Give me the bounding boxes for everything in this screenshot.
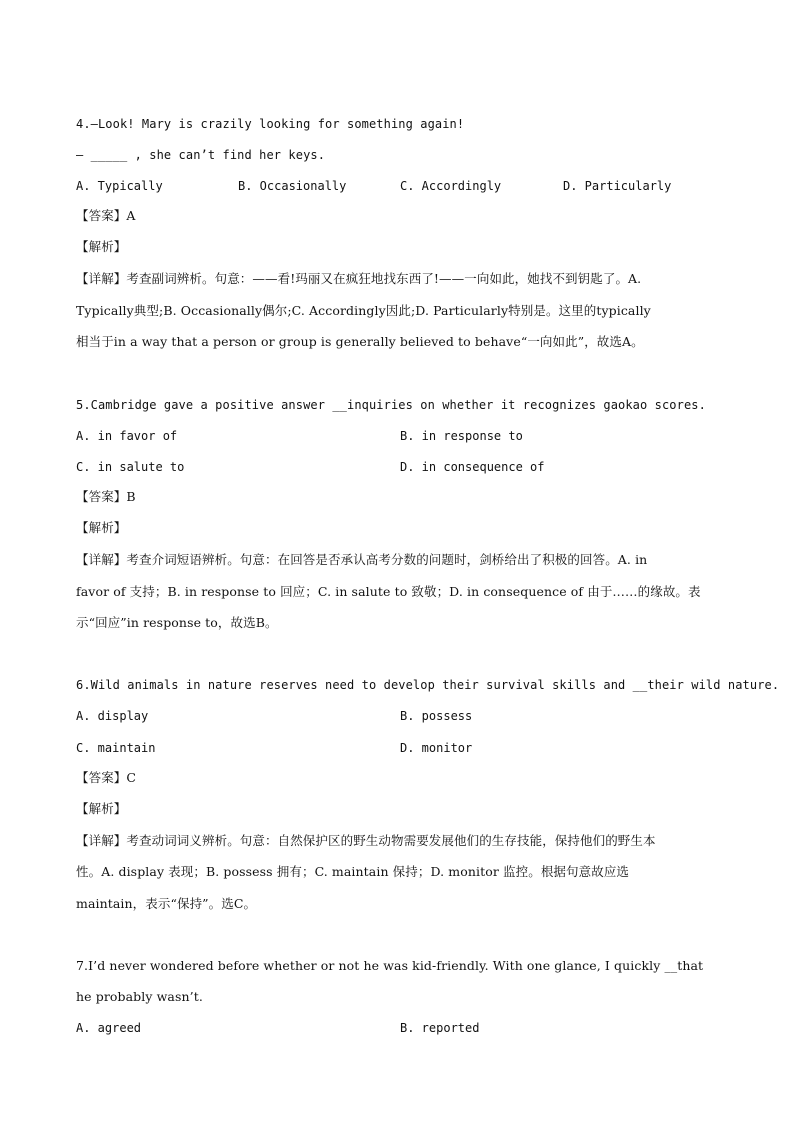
q4-option-b: B. Occasionally [238, 179, 347, 193]
q4-detail-line-1: 【详解】考查副词辨析。句意：——看!玛丽又在疯狂地找东西了!——一向如此，她找不到钥匙了。A. [76, 271, 642, 286]
q6-option-a: A. display [76, 709, 149, 723]
q4-analysis-label: 【解析】 [76, 239, 127, 254]
q7-stem-line-2: he probably wasn’t. [76, 989, 203, 1004]
q4-reply: — _____ , she can’t find her keys. [76, 148, 326, 162]
q6-detail-line-1: 【详解】考查动词词义辨析。句意：自然保护区的野生动物需要发展他们的生存技能，保持他们的野生本 [76, 833, 656, 848]
q4-option-d: D. Particularly [563, 179, 672, 193]
q6-answer: 【答案】C [76, 770, 137, 785]
q5-analysis-label: 【解析】 [76, 520, 127, 535]
q6-option-b: B. possess [400, 709, 473, 723]
q5-answer: 【答案】B [76, 489, 136, 504]
q5-detail-line-2: favor of 支持；B. in response to 回应；C. in salute to 致敬；D. in consequence of 由于……的缘故。表 [76, 584, 701, 599]
q5-option-b: B. in response to [400, 429, 523, 443]
q6-analysis-label: 【解析】 [76, 801, 127, 816]
q6-option-d: D. monitor [400, 741, 473, 755]
q4-stem: 4.—Look! Mary is crazily looking for something again! [76, 117, 465, 131]
q4-detail-line-2: Typically典型;B. Occasionally偶尔;C. Accordingly因此;D. Particularly特别是。这里的typically [76, 303, 651, 318]
q5-stem: 5.Cambridge gave a positive answer __inquiries on whether it recognizes gaokao scores. [76, 398, 706, 412]
q7-option-a: A. agreed [76, 1021, 142, 1035]
q7-stem-line-1: 7.I’d never wondered before whether or not he was kid-friendly. With one glance, I quickly __that [76, 958, 704, 973]
q5-option-c: C. in salute to [76, 460, 185, 474]
q4-option-a: A. Typically [76, 179, 163, 193]
q6-option-c: C. maintain [76, 741, 156, 755]
q6-stem: 6.Wild animals in nature reserves need to develop their survival skills and __their wild nature. [76, 678, 780, 692]
q4-detail-line-3: 相当于in a way that a person or group is generally believed to behave“一向如此”，故选A。 [76, 334, 644, 349]
q5-option-a: A. in favor of [76, 429, 178, 443]
q6-detail-line-3: maintain，表示“保持”。选C。 [76, 896, 257, 911]
q5-option-d: D. in consequence of [400, 460, 545, 474]
q6-detail-line-2: 性。A. display 表现；B. possess 拥有；C. maintain 保持；D. monitor 监控。根据句意故应选 [76, 864, 630, 879]
q7-option-b: B. reported [400, 1021, 480, 1035]
q4-answer: 【答案】A [76, 208, 136, 223]
q5-detail-line-3: 示“回应”in response to，故选B。 [76, 615, 278, 630]
q5-detail-line-1: 【详解】考查介词短语辨析。句意：在回答是否承认高考分数的问题时，剑桥给出了积极的回答。A. in [76, 552, 648, 567]
q4-option-c: C. Accordingly [400, 179, 502, 193]
